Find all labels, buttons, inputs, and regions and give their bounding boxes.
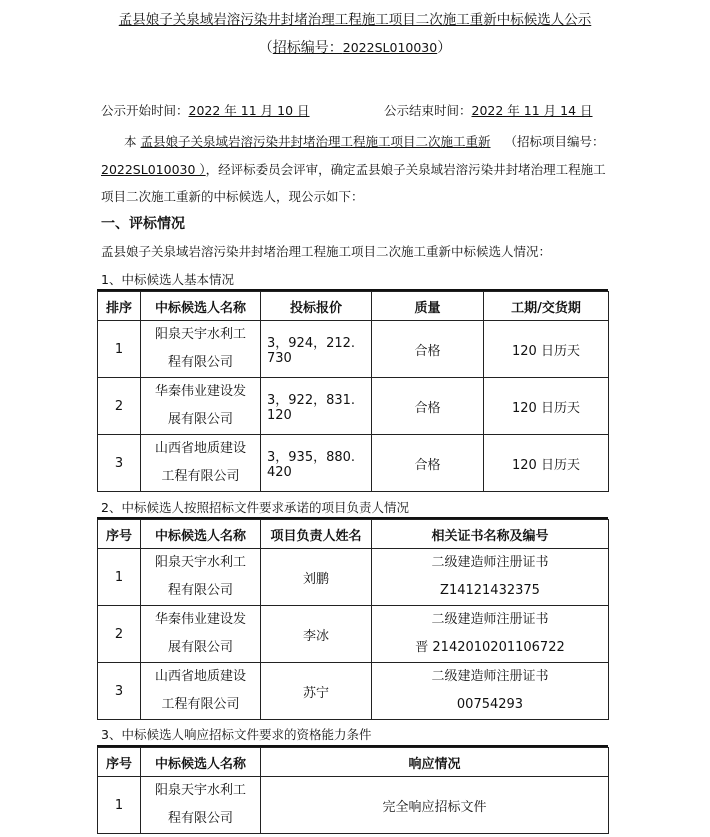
response-cell: 完全响应招标文件 — [261, 777, 609, 834]
candidate-name-cell — [141, 378, 261, 435]
bid-number-label: 招标编号： — [272, 40, 343, 56]
period-cell: 120 日历天 — [484, 321, 609, 378]
table-row — [98, 321, 609, 378]
candidate-name-cell — [141, 663, 261, 720]
table-qualification — [97, 747, 609, 834]
table1-caption: 1、中标候选人基本情况 — [101, 272, 234, 287]
header-person: 项目负责人姓名 — [261, 520, 372, 549]
cert-number: 晋 2142010201106722 — [415, 640, 565, 655]
name-line-2: 程有限公司 — [167, 583, 233, 598]
candidate-name-cell — [141, 777, 261, 834]
name-line-1: 山西省地质建设 — [154, 669, 246, 684]
person-cell: 苏宁 — [261, 663, 372, 720]
publicity-start — [101, 101, 310, 119]
cert-cell — [372, 549, 609, 606]
bid-number-close: ） — [437, 40, 452, 56]
rank-cell: 1 — [98, 321, 141, 378]
table-header-row — [98, 748, 609, 777]
header-response: 响应情况 — [261, 748, 609, 777]
intro-line-3: 项目二次施工重新的中标候选人，现公示如下： — [101, 189, 364, 204]
intro-line-1 — [124, 132, 605, 150]
candidate-name-cell — [141, 549, 261, 606]
name-line-1: 华秦伟业建设发 — [154, 612, 246, 627]
quality-cell: 合格 — [372, 435, 484, 492]
period-cell: 120 日历天 — [484, 378, 609, 435]
end-value: 2022 年 11 月 14 日 — [471, 103, 593, 118]
cert-cell — [372, 663, 609, 720]
table-header-row — [98, 520, 609, 549]
name-line-2: 程有限公司 — [167, 355, 233, 370]
table-row — [98, 777, 609, 834]
table-header-row — [98, 292, 609, 321]
header-name: 中标候选人名称 — [141, 520, 261, 549]
start-value: 2022 年 11 月 10 日 — [188, 103, 310, 118]
intro-bid-value: 2022SL010030 ） — [101, 162, 206, 177]
table3-caption: 3、中标候选人响应招标文件要求的资格能力条件 — [101, 727, 372, 742]
header-period: 工期/交货期 — [484, 292, 609, 321]
name-line-2: 工程有限公司 — [161, 697, 240, 712]
header-no: 序号 — [98, 520, 141, 549]
name-line-1: 山西省地质建设 — [154, 441, 246, 456]
section-desc: 孟县娘子关泉域岩溶污染井封堵治理工程施工项目二次施工重新中标候选人情况： — [101, 244, 552, 259]
table-row — [98, 378, 609, 435]
table-row — [98, 549, 609, 606]
intro-line2-rest: ，经评标委员会评审，确定孟县娘子关泉域岩溶污染井封堵治理工程施工 — [205, 162, 606, 177]
bid-number-value: 2022SL010030 — [342, 40, 438, 55]
intro-prefix: 本 — [124, 134, 137, 149]
table-project-managers — [97, 519, 609, 720]
intro-line-2 — [101, 160, 606, 178]
candidate-name-cell — [141, 321, 261, 378]
header-no: 序号 — [98, 748, 141, 777]
no-cell: 1 — [98, 777, 141, 834]
cert-number: 00754293 — [456, 697, 524, 712]
name-line-2: 程有限公司 — [167, 811, 233, 826]
header-price: 投标报价 — [261, 292, 372, 321]
intro-bid-label: （招标项目编号： — [504, 134, 605, 149]
bid-number-open: （ — [258, 40, 273, 56]
price-cell: 3，924，212. 730 — [261, 321, 372, 378]
name-line-1: 华秦伟业建设发 — [154, 384, 246, 399]
publicity-end — [384, 101, 593, 119]
intro-project-name: 孟县娘子关泉域岩溶污染井封堵治理工程施工项目二次施工重新 — [140, 134, 491, 149]
table2-caption: 2、中标候选人按照招标文件要求承诺的项目负责人情况 — [101, 500, 409, 515]
quality-cell: 合格 — [372, 378, 484, 435]
name-line-1: 阳泉天宇水利工 — [154, 783, 246, 798]
cert-cell — [372, 606, 609, 663]
cert-name: 二级建造师注册证书 — [431, 612, 549, 627]
name-line-2: 展有限公司 — [167, 412, 233, 427]
candidate-name-cell — [141, 606, 261, 663]
end-label: 公示结束时间： — [384, 103, 472, 118]
bid-number — [0, 37, 710, 57]
rank-cell: 2 — [98, 378, 141, 435]
period-cell: 120 日历天 — [484, 435, 609, 492]
table-row — [98, 606, 609, 663]
table-candidates — [97, 291, 609, 492]
no-cell: 2 — [98, 606, 141, 663]
price-cell: 3，935，880. 420 — [261, 435, 372, 492]
table-row — [98, 663, 609, 720]
price-cell: 3，922，831. 120 — [261, 378, 372, 435]
header-name: 中标候选人名称 — [141, 748, 261, 777]
name-line-1: 阳泉天宇水利工 — [154, 555, 246, 570]
name-line-1: 阳泉天宇水利工 — [154, 327, 246, 342]
page-title-text: 孟县娘子关泉域岩溶污染井封堵治理工程施工项目二次施工重新中标候选人公示 — [118, 12, 592, 28]
cert-name: 二级建造师注册证书 — [431, 555, 549, 570]
candidate-name-cell — [141, 435, 261, 492]
header-rank: 排序 — [98, 292, 141, 321]
name-line-2: 展有限公司 — [167, 640, 233, 655]
quality-cell: 合格 — [372, 321, 484, 378]
no-cell: 1 — [98, 549, 141, 606]
rank-cell: 3 — [98, 435, 141, 492]
cert-name: 二级建造师注册证书 — [431, 669, 549, 684]
person-cell: 刘鹏 — [261, 549, 372, 606]
header-name: 中标候选人名称 — [141, 292, 261, 321]
page-title — [0, 8, 710, 28]
cert-number: Z14121432375 — [440, 583, 540, 598]
table-row — [98, 435, 609, 492]
header-cert: 相关证书名称及编号 — [372, 520, 609, 549]
person-cell: 李冰 — [261, 606, 372, 663]
no-cell: 3 — [98, 663, 141, 720]
name-line-2: 工程有限公司 — [161, 469, 240, 484]
start-label: 公示开始时间： — [101, 103, 189, 118]
section-heading: 一、评标情况 — [101, 216, 185, 232]
header-quality: 质量 — [372, 292, 484, 321]
